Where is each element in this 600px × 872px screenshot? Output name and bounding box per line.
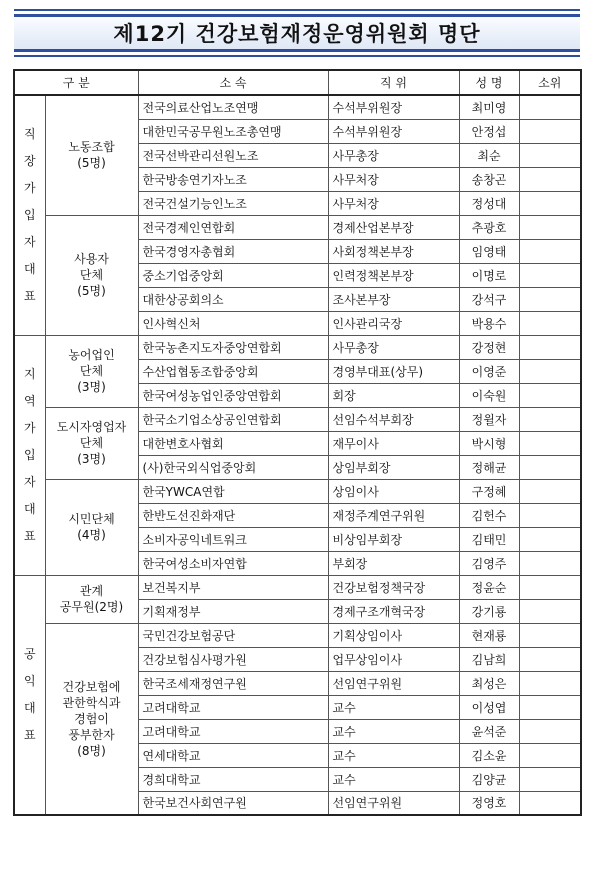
group-label-char: 가	[23, 180, 36, 195]
name-cell: 이숙원	[459, 383, 519, 407]
subgroup-label-line: 건강보험에	[62, 679, 121, 694]
committee-cell	[519, 215, 581, 239]
org-cell: 대한상공회의소	[138, 287, 328, 311]
org-cell: 한국농촌지도자중앙연합회	[138, 335, 328, 359]
name-cell: 강정현	[459, 335, 519, 359]
table-row	[14, 215, 581, 239]
subgroup-label-line: 단체	[79, 268, 104, 282]
name-cell: 구정혜	[459, 479, 519, 503]
committee-cell	[519, 143, 581, 167]
org-cell: 한국여성농업인중앙연합회	[138, 383, 328, 407]
committee-cell	[519, 575, 581, 599]
org-cell: 인사혁신처	[138, 311, 328, 335]
subgroup-label	[45, 575, 138, 623]
group-label-char: 직	[23, 126, 36, 141]
table-row	[14, 95, 581, 119]
position-cell: 경제산업본부장	[328, 215, 459, 239]
name-cell: 김양균	[459, 767, 519, 791]
subgroup-label	[45, 479, 138, 575]
subgroup-label-line: 단체	[79, 436, 104, 450]
position-cell: 건강보험정책국장	[328, 575, 459, 599]
group-label	[14, 575, 45, 815]
group-label-char: 역	[23, 393, 36, 408]
committee-cell	[519, 527, 581, 551]
table-header-row	[14, 70, 581, 95]
name-cell: 강석구	[459, 287, 519, 311]
position-cell: 인사관리국장	[328, 311, 459, 335]
committee-cell	[519, 383, 581, 407]
subgroup-label-line: 관계	[79, 584, 104, 598]
committee-cell	[519, 671, 581, 695]
name-cell: 송창곤	[459, 167, 519, 191]
committee-cell	[519, 551, 581, 575]
name-cell: 정성대	[459, 191, 519, 215]
committee-cell	[519, 743, 581, 767]
group-label-char: 대	[23, 700, 36, 715]
header-position: 직 위	[328, 70, 459, 95]
table-row	[14, 575, 581, 599]
org-cell: 연세대학교	[138, 743, 328, 767]
subgroup-label-line: 경험이	[74, 711, 109, 726]
position-cell: 상임부회장	[328, 455, 459, 479]
table-body	[14, 95, 581, 815]
group-label-char: 입	[23, 447, 36, 462]
group-label-char: 표	[23, 727, 36, 742]
position-cell: 경제구조개혁국장	[328, 599, 459, 623]
committee-cell	[519, 119, 581, 143]
name-cell: 최순	[459, 143, 519, 167]
name-cell: 김남희	[459, 647, 519, 671]
name-cell: 이성엽	[459, 695, 519, 719]
position-cell: 회장	[328, 383, 459, 407]
committee-table	[13, 69, 582, 816]
position-cell: 사무처장	[328, 191, 459, 215]
subgroup-label-line: (3명)	[77, 452, 106, 466]
subgroup-label	[45, 623, 138, 815]
name-cell: 김소윤	[459, 743, 519, 767]
subgroup-label-line: (5명)	[77, 156, 106, 171]
committee-cell	[519, 239, 581, 263]
subgroup-label-line: 농어업인	[68, 348, 115, 362]
org-cell: 전국선박관리선원노조	[138, 143, 328, 167]
org-cell: 경희대학교	[138, 767, 328, 791]
subgroup-label-line: (8명)	[77, 743, 106, 758]
subgroup-label	[45, 407, 138, 479]
org-cell: 소비자공익네트워크	[138, 527, 328, 551]
position-cell: 기획상임이사	[328, 623, 459, 647]
header-committee: 소위	[519, 70, 581, 95]
org-cell: 한국소기업소상공인연합회	[138, 407, 328, 431]
committee-cell	[519, 503, 581, 527]
name-cell: 최성은	[459, 671, 519, 695]
group-label-char: 대	[23, 261, 36, 276]
table-row	[14, 479, 581, 503]
committee-cell	[519, 455, 581, 479]
name-cell: 김영주	[459, 551, 519, 575]
subgroup-label	[45, 95, 138, 215]
position-cell: 비상임부회장	[328, 527, 459, 551]
group-label-char: 익	[23, 673, 36, 688]
header-category: 구 분	[14, 70, 138, 95]
group-label	[14, 95, 45, 335]
org-cell: 보건복지부	[138, 575, 328, 599]
committee-cell	[519, 263, 581, 287]
position-cell: 경영부대표(상무)	[328, 359, 459, 383]
committee-cell	[519, 95, 581, 119]
subgroup-label-line: 공무원(2명)	[59, 600, 124, 614]
org-cell: (사)한국외식업중앙회	[138, 455, 328, 479]
position-cell: 재정주계연구위원	[328, 503, 459, 527]
org-cell: 기획재정부	[138, 599, 328, 623]
name-cell: 정윤순	[459, 575, 519, 599]
org-cell: 한국여성소비자연합	[138, 551, 328, 575]
committee-cell	[519, 359, 581, 383]
org-cell: 국민건강보험공단	[138, 623, 328, 647]
position-cell: 선임연구위원	[328, 791, 459, 815]
position-cell: 사무처장	[328, 167, 459, 191]
org-cell: 한국보건사회연구원	[138, 791, 328, 815]
name-cell: 임영태	[459, 239, 519, 263]
committee-cell	[519, 719, 581, 743]
name-cell: 현재룡	[459, 623, 519, 647]
subgroup-label-line: 사용자	[74, 252, 109, 266]
group-label-char: 표	[23, 528, 36, 543]
group-label-char: 표	[23, 288, 36, 303]
subgroup-label	[45, 335, 138, 407]
name-cell: 강기룡	[459, 599, 519, 623]
name-cell: 박용수	[459, 311, 519, 335]
name-cell: 정영호	[459, 791, 519, 815]
name-cell: 최미영	[459, 95, 519, 119]
name-cell: 안정섭	[459, 119, 519, 143]
name-cell: 이명로	[459, 263, 519, 287]
committee-cell	[519, 311, 581, 335]
subgroup-label-line: 노동조합	[68, 140, 115, 155]
committee-cell	[519, 407, 581, 431]
group-label-char: 지	[23, 366, 36, 381]
org-cell: 전국의료산업노조연맹	[138, 95, 328, 119]
subgroup-label-line: 도시자영업자	[56, 420, 127, 434]
position-cell: 부회장	[328, 551, 459, 575]
committee-cell	[519, 599, 581, 623]
org-cell: 한국방송연기자노조	[138, 167, 328, 191]
group-label-char: 자	[23, 234, 36, 249]
org-cell: 수산업협동조합중앙회	[138, 359, 328, 383]
subgroup-label-line: 풍부한자	[68, 727, 115, 742]
subgroup-label-line: 단체	[79, 364, 104, 378]
org-cell: 고려대학교	[138, 719, 328, 743]
committee-cell	[519, 695, 581, 719]
org-cell: 한국YWCA연합	[138, 479, 328, 503]
committee-cell	[519, 287, 581, 311]
group-label-char: 입	[23, 207, 36, 222]
title-banner	[14, 14, 580, 52]
position-cell: 수석부위원장	[328, 95, 459, 119]
org-cell: 한국경영자총협회	[138, 239, 328, 263]
org-cell: 한반도선진화재단	[138, 503, 328, 527]
position-cell: 교수	[328, 743, 459, 767]
committee-cell	[519, 767, 581, 791]
org-cell: 대한민국공무원노조총연맹	[138, 119, 328, 143]
position-cell: 수석부위원장	[328, 119, 459, 143]
committee-cell	[519, 167, 581, 191]
position-cell: 상임이사	[328, 479, 459, 503]
position-cell: 선임수석부회장	[328, 407, 459, 431]
subgroup-label-line: (5명)	[77, 284, 106, 298]
table-row	[14, 407, 581, 431]
committee-cell	[519, 647, 581, 671]
position-cell: 교수	[328, 695, 459, 719]
header-name: 성 명	[459, 70, 519, 95]
subgroup-label	[45, 215, 138, 335]
table-row	[14, 335, 581, 359]
group-label-char: 공	[23, 646, 36, 661]
org-cell: 전국건설기능인노조	[138, 191, 328, 215]
name-cell: 추광호	[459, 215, 519, 239]
committee-cell	[519, 623, 581, 647]
name-cell: 김태민	[459, 527, 519, 551]
org-cell: 대한변호사협회	[138, 431, 328, 455]
group-label	[14, 335, 45, 575]
position-cell: 업무상임이사	[328, 647, 459, 671]
name-cell: 정해균	[459, 455, 519, 479]
committee-cell	[519, 191, 581, 215]
committee-cell	[519, 335, 581, 359]
committee-cell	[519, 431, 581, 455]
org-cell: 전국경제인연합회	[138, 215, 328, 239]
position-cell: 선임연구위원	[328, 671, 459, 695]
group-label-char: 장	[23, 153, 36, 168]
name-cell: 김헌수	[459, 503, 519, 527]
subgroup-label-line: 시민단체	[68, 512, 115, 526]
group-label-char: 대	[23, 501, 36, 516]
position-cell: 재무이사	[328, 431, 459, 455]
position-cell: 사회정책본부장	[328, 239, 459, 263]
table-row	[14, 623, 581, 647]
name-cell: 윤석준	[459, 719, 519, 743]
page-title: 제12기 건강보험재정운영위원회 명단	[113, 22, 481, 46]
position-cell: 조사본부장	[328, 287, 459, 311]
position-cell: 인력정책본부장	[328, 263, 459, 287]
org-cell: 건강보험심사평가원	[138, 647, 328, 671]
name-cell: 정윌자	[459, 407, 519, 431]
group-label-char: 자	[23, 474, 36, 489]
name-cell: 박시형	[459, 431, 519, 455]
subgroup-label-line: (4명)	[77, 528, 106, 542]
name-cell: 이영준	[459, 359, 519, 383]
subgroup-label-line: (3명)	[77, 380, 106, 394]
header-org: 소 속	[138, 70, 328, 95]
group-label-char: 가	[23, 420, 36, 435]
position-cell: 교수	[328, 767, 459, 791]
org-cell: 중소기업중앙회	[138, 263, 328, 287]
org-cell: 고려대학교	[138, 695, 328, 719]
org-cell: 한국조세재정연구원	[138, 671, 328, 695]
subgroup-label-line: 관한학식과	[62, 695, 121, 710]
committee-cell	[519, 479, 581, 503]
committee-cell	[519, 791, 581, 815]
position-cell: 사무총장	[328, 335, 459, 359]
position-cell: 교수	[328, 719, 459, 743]
position-cell: 사무총장	[328, 143, 459, 167]
